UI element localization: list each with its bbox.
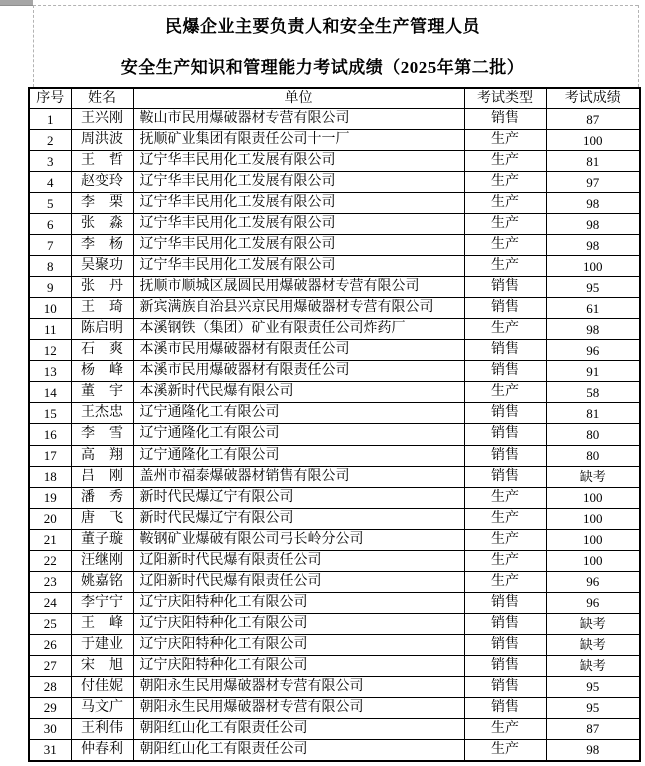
table-row: [29, 214, 640, 235]
cell-name: 吴聚功: [71, 256, 133, 277]
cell-name: 宋 旭: [71, 655, 133, 676]
cell-no: 14: [29, 382, 71, 403]
cell-no: 21: [29, 529, 71, 550]
table-row: [29, 739, 640, 761]
cell-score: 98: [546, 193, 640, 214]
cell-no: 10: [29, 298, 71, 319]
cell-type: 销售: [464, 445, 546, 466]
cell-no: 15: [29, 403, 71, 424]
cell-type: 生产: [464, 172, 546, 193]
table-row: [29, 151, 640, 172]
cell-score: 100: [546, 550, 640, 571]
cell-unit: 鞍山市民用爆破器材专营有限公司: [133, 109, 464, 130]
cell-unit: 辽宁通隆化工有限公司: [133, 403, 464, 424]
cell-unit: 新时代民爆辽宁有限公司: [133, 487, 464, 508]
cell-unit: 朝阳永生民用爆破器材专营有限公司: [133, 697, 464, 718]
cell-name: 李 雪: [71, 424, 133, 445]
cell-unit: 朝阳红山化工有限责任公司: [133, 718, 464, 739]
cell-no: 27: [29, 655, 71, 676]
cell-name: 杨 峰: [71, 361, 133, 382]
cell-no: 8: [29, 256, 71, 277]
cell-score: 95: [546, 697, 640, 718]
cell-type: 生产: [464, 508, 546, 529]
table-row: [29, 340, 640, 361]
cell-unit: 辽宁华丰民用化工发展有限公司: [133, 193, 464, 214]
cell-name: 李 杨: [71, 235, 133, 256]
cell-no: 4: [29, 172, 71, 193]
cell-unit: 本溪新时代民爆有限公司: [133, 382, 464, 403]
cell-name: 陈启明: [71, 319, 133, 340]
cell-name: 唐 飞: [71, 508, 133, 529]
cell-no: 3: [29, 151, 71, 172]
cell-score: 100: [546, 529, 640, 550]
cell-type: 生产: [464, 214, 546, 235]
table-row: [29, 466, 640, 487]
cell-score: 95: [546, 676, 640, 697]
results-table: [28, 87, 641, 762]
cell-name: 高 翔: [71, 445, 133, 466]
cell-type: 生产: [464, 739, 546, 761]
cell-type: 销售: [464, 697, 546, 718]
table-row: [29, 487, 640, 508]
cell-no: 26: [29, 634, 71, 655]
cell-name: 仲春利: [71, 739, 133, 761]
table-row: [29, 109, 640, 130]
cell-name: 李 栗: [71, 193, 133, 214]
table-row: [29, 718, 640, 739]
column-header: 单位: [133, 88, 464, 109]
document-title-line1: 民爆企业主要负责人和安全生产管理人员: [165, 17, 480, 36]
cell-name: 于建业: [71, 634, 133, 655]
cell-unit: 辽宁庆阳特种化工有限公司: [133, 613, 464, 634]
cell-no: 19: [29, 487, 71, 508]
table-row: [29, 529, 640, 550]
cell-score: 100: [546, 508, 640, 529]
cell-score: 98: [546, 235, 640, 256]
cell-no: 16: [29, 424, 71, 445]
cell-unit: 鞍钢矿业爆破有限公司弓长岭分公司: [133, 529, 464, 550]
cell-no: 29: [29, 697, 71, 718]
cell-type: 销售: [464, 277, 546, 298]
cell-score: 98: [546, 739, 640, 761]
cell-name: 石 爽: [71, 340, 133, 361]
cell-score: 61: [546, 298, 640, 319]
cell-unit: 抚顺矿业集团有限责任公司十一厂: [133, 130, 464, 151]
cell-type: 生产: [464, 193, 546, 214]
cell-no: 30: [29, 718, 71, 739]
table-row: [29, 256, 640, 277]
column-header: 序号: [29, 88, 71, 109]
cell-score: 81: [546, 151, 640, 172]
cell-no: 18: [29, 466, 71, 487]
table-body: [29, 109, 640, 762]
table-row: [29, 655, 640, 676]
cell-unit: 新宾满族自治县兴京民用爆破器材专营有限公司: [133, 298, 464, 319]
header-row: [29, 88, 640, 109]
cell-unit: 盖州市福泰爆破器材销售有限公司: [133, 466, 464, 487]
cell-no: 22: [29, 550, 71, 571]
cell-type: 生产: [464, 718, 546, 739]
text-boundary-top: [33, 5, 638, 6]
cell-no: 25: [29, 613, 71, 634]
cell-score: 100: [546, 130, 640, 151]
cell-score: 100: [546, 256, 640, 277]
cell-name: 王杰忠: [71, 403, 133, 424]
table-row: [29, 277, 640, 298]
table-row: [29, 571, 640, 592]
cell-score: 96: [546, 592, 640, 613]
cell-unit: 本溪钢铁（集团）矿业有限责任公司炸药厂: [133, 319, 464, 340]
cell-type: 销售: [464, 424, 546, 445]
cell-no: 31: [29, 739, 71, 761]
table-row: [29, 172, 640, 193]
cell-unit: 本溪市民用爆破器材有限责任公司: [133, 340, 464, 361]
cell-type: 生产: [464, 235, 546, 256]
cell-score: 缺考: [546, 634, 640, 655]
cell-score: 100: [546, 487, 640, 508]
cell-unit: 辽宁华丰民用化工发展有限公司: [133, 151, 464, 172]
cell-type: 销售: [464, 466, 546, 487]
cell-type: 销售: [464, 403, 546, 424]
cell-type: 生产: [464, 319, 546, 340]
column-header: 考试类型: [464, 88, 546, 109]
cell-unit: 辽宁庆阳特种化工有限公司: [133, 655, 464, 676]
cell-unit: 辽阳新时代民爆有限责任公司: [133, 571, 464, 592]
cell-name: 董 宇: [71, 382, 133, 403]
cell-no: 23: [29, 571, 71, 592]
table-row: [29, 550, 640, 571]
table-row: [29, 592, 640, 613]
cell-type: 销售: [464, 109, 546, 130]
document-title-line2: 安全生产知识和管理能力考试成绩（2025年第二批）: [120, 58, 525, 77]
table-row: [29, 697, 640, 718]
cell-score: 缺考: [546, 655, 640, 676]
cell-no: 28: [29, 676, 71, 697]
cell-name: 王兴刚: [71, 109, 133, 130]
cell-type: 销售: [464, 655, 546, 676]
cell-name: 王 峰: [71, 613, 133, 634]
cell-no: 9: [29, 277, 71, 298]
cell-score: 87: [546, 109, 640, 130]
cell-name: 姚嘉铭: [71, 571, 133, 592]
cell-no: 12: [29, 340, 71, 361]
cell-type: 销售: [464, 613, 546, 634]
cell-no: 20: [29, 508, 71, 529]
table-row: [29, 235, 640, 256]
cell-score: 缺考: [546, 466, 640, 487]
cell-type: 销售: [464, 298, 546, 319]
cell-no: 24: [29, 592, 71, 613]
cell-name: 赵变玲: [71, 172, 133, 193]
cell-score: 96: [546, 340, 640, 361]
table-row: [29, 634, 640, 655]
cell-no: 13: [29, 361, 71, 382]
table-row: [29, 676, 640, 697]
cell-no: 11: [29, 319, 71, 340]
cell-name: 王 哲: [71, 151, 133, 172]
cell-unit: 辽宁华丰民用化工发展有限公司: [133, 214, 464, 235]
cell-no: 2: [29, 130, 71, 151]
table-row: [29, 298, 640, 319]
cell-unit: 抚顺市顺城区晟圆民用爆破器材专营有限公司: [133, 277, 464, 298]
cell-name: 周洪波: [71, 130, 133, 151]
cell-type: 生产: [464, 550, 546, 571]
cell-no: 7: [29, 235, 71, 256]
cell-score: 97: [546, 172, 640, 193]
table-row: [29, 403, 640, 424]
cell-type: 销售: [464, 340, 546, 361]
cell-name: 马文广: [71, 697, 133, 718]
cell-unit: 辽宁庆阳特种化工有限公司: [133, 592, 464, 613]
table-row: [29, 445, 640, 466]
cell-type: 销售: [464, 634, 546, 655]
cell-score: 91: [546, 361, 640, 382]
cell-score: 96: [546, 571, 640, 592]
cell-type: 生产: [464, 487, 546, 508]
cell-type: 生产: [464, 130, 546, 151]
cell-score: 98: [546, 214, 640, 235]
cell-no: 17: [29, 445, 71, 466]
cell-unit: 辽宁华丰民用化工发展有限公司: [133, 172, 464, 193]
table-row: [29, 193, 640, 214]
cell-unit: 辽宁通隆化工有限公司: [133, 445, 464, 466]
cell-score: 缺考: [546, 613, 640, 634]
table-row: [29, 424, 640, 445]
cell-type: 生产: [464, 256, 546, 277]
cell-no: 6: [29, 214, 71, 235]
cell-name: 张 丹: [71, 277, 133, 298]
column-header: 考试成绩: [546, 88, 640, 109]
cell-name: 王利伟: [71, 718, 133, 739]
table-row: [29, 319, 640, 340]
table-row: [29, 361, 640, 382]
cell-name: 李宁宁: [71, 592, 133, 613]
cell-name: 汪继刚: [71, 550, 133, 571]
cell-score: 80: [546, 424, 640, 445]
cell-type: 生产: [464, 382, 546, 403]
cell-type: 销售: [464, 361, 546, 382]
cell-unit: 新时代民爆辽宁有限公司: [133, 508, 464, 529]
cell-unit: 辽宁通隆化工有限公司: [133, 424, 464, 445]
cell-type: 生产: [464, 151, 546, 172]
table-row: [29, 508, 640, 529]
cell-type: 销售: [464, 676, 546, 697]
cell-type: 生产: [464, 529, 546, 550]
cell-type: 生产: [464, 571, 546, 592]
cell-name: 潘 秀: [71, 487, 133, 508]
cell-score: 98: [546, 319, 640, 340]
cell-type: 销售: [464, 592, 546, 613]
cropped-toolbar-fragment: [0, 0, 33, 6]
table-row: [29, 613, 640, 634]
cell-name: 王 琦: [71, 298, 133, 319]
cell-score: 58: [546, 382, 640, 403]
cell-unit: 辽宁华丰民用化工发展有限公司: [133, 235, 464, 256]
cell-unit: 辽宁华丰民用化工发展有限公司: [133, 256, 464, 277]
cell-unit: 本溪市民用爆破器材有限责任公司: [133, 361, 464, 382]
cell-unit: 辽阳新时代民爆有限责任公司: [133, 550, 464, 571]
table-row: [29, 130, 640, 151]
cell-score: 80: [546, 445, 640, 466]
cell-unit: 朝阳红山化工有限责任公司: [133, 739, 464, 761]
cell-name: 张 淼: [71, 214, 133, 235]
cell-score: 87: [546, 718, 640, 739]
cell-score: 81: [546, 403, 640, 424]
table-row: [29, 382, 640, 403]
cell-unit: 朝阳永生民用爆破器材专营有限公司: [133, 676, 464, 697]
cell-name: 董子璇: [71, 529, 133, 550]
cell-no: 5: [29, 193, 71, 214]
cell-name: 付佳妮: [71, 676, 133, 697]
cell-unit: 辽宁庆阳特种化工有限公司: [133, 634, 464, 655]
cell-no: 1: [29, 109, 71, 130]
cell-score: 95: [546, 277, 640, 298]
cell-name: 吕 刚: [71, 466, 133, 487]
column-header: 姓名: [71, 88, 133, 109]
